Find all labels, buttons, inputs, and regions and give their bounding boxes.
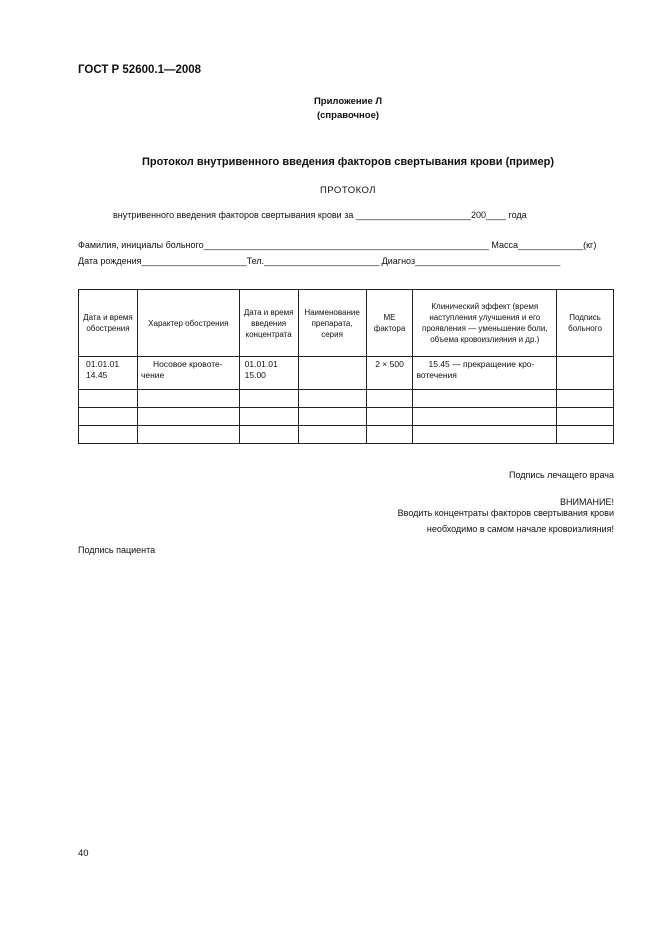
onset-date-line1: 01.01.01 — [86, 359, 120, 369]
col-header-signature: Подпись больного — [557, 290, 614, 357]
table-row — [79, 390, 614, 408]
character-line2: чение — [140, 370, 165, 380]
doctor-signature-label: Подпись лечащего врача — [509, 470, 614, 480]
col-header-me: МЕ фактора — [366, 290, 413, 357]
table-row — [79, 426, 614, 444]
standard-header: ГОСТ Р 52600.1—2008 — [78, 64, 202, 76]
intro-field-line: внутривенного введения факторов свертывания крови за _______________________200____ года — [113, 210, 527, 220]
table-row — [79, 357, 614, 390]
col-header-drug: Наименование препарата, серия — [298, 290, 366, 357]
character-line1: Носовое кровоте- — [152, 359, 223, 369]
appendix-type: (справочное) — [316, 110, 380, 121]
attention-line1: Вводить концентраты факторов свертывания крови — [397, 508, 614, 518]
intro-date-line2: 15.00 — [244, 370, 266, 380]
onset-date-line2: 14.45 — [86, 370, 108, 380]
appendix-title: Приложение Л — [313, 96, 383, 107]
birth-date-line: Дата рождения_____________________Тел._______________________ Диагноз_____________________________ — [78, 256, 561, 266]
cell-intro-date — [239, 357, 298, 390]
col-header-character: Характер обострения — [137, 290, 239, 357]
cell-me: 2 × 500 — [366, 357, 413, 390]
cell-signature — [557, 357, 614, 390]
cell-effect — [413, 357, 557, 390]
patient-name-line: Фамилия, инициалы больного_________________________________________________________ Масса_____________(кг) — [78, 240, 597, 250]
col-header-effect: Клинический эффект (время наступления улучшения и его проявления — уменьшение боли, объема кровоизлияния и др.) — [413, 290, 557, 357]
attention-title: ВНИМАНИЕ! — [560, 497, 614, 507]
protocol-label: ПРОТОКОЛ — [319, 185, 377, 196]
col-header-intro-date: Дата и время введения концентрата — [239, 290, 298, 357]
col-header-onset-date: Дата и время обострения — [79, 290, 138, 357]
patient-signature-label: Подпись пациента — [78, 545, 156, 555]
table-header-row — [79, 290, 614, 357]
table-row — [79, 408, 614, 426]
cell-character — [137, 357, 239, 390]
document-title: Протокол внутривенного введения факторов свертывания крови (пример) — [141, 156, 555, 168]
attention-line2: необходимо в самом начале кровоизлияния! — [426, 524, 614, 534]
effect-line2: вотечения — [416, 370, 457, 380]
effect-line1: 15.45 — прекращение кро- — [428, 359, 535, 369]
intro-date-line1: 01.01.01 — [244, 359, 278, 369]
cell-drug — [298, 357, 366, 390]
page-number: 40 — [78, 848, 89, 859]
cell-onset-date — [79, 357, 138, 390]
protocol-table — [78, 289, 614, 444]
